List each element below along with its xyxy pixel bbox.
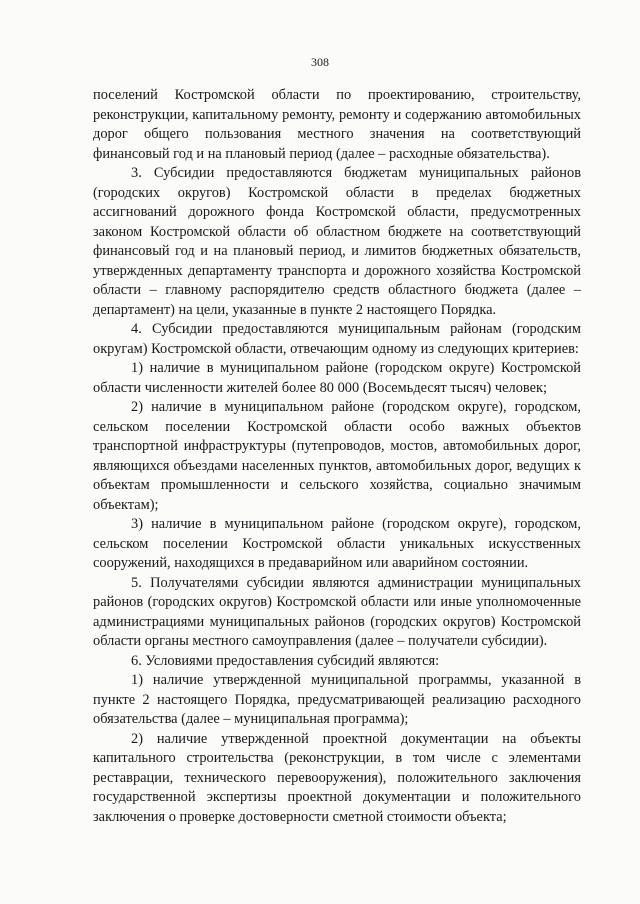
- paragraph-expenditure-obligations: поселений Костромской области по проектированию, строительству, реконструкции, капитальному ремонту, ремонту и содержанию автомобильных дорог общего пользования местного значения на соответствующий финансовый год и на плановый период (далее – расходные обязательства).: [93, 87, 581, 162]
- paragraph-3-subsidy-budgets: 3. Субсидии предоставляются бюджетам муниципальных районов (городских округов) Костромской области в пределах бюджетных ассигнований дорожного фонда Костромской области, предусмотренных законом Костромской области об областном бюджете на соответствующий финансовый год и на плановый период, и лимитов бюджетных обязательств, утвержденных департаменту транспорта и дорожного хозяйства Костромской области – главному распорядителю средств областного бюджета (далее – департамент) на цели, указанные в пункте 2 настоящего Порядка.: [93, 165, 581, 318]
- page-number: 308: [311, 55, 329, 69]
- condition-1-municipal-program: 1) наличие утвержденной муниципальной программы, указанной в пункте 2 настоящего Порядка, предусматривающей реализацию расходного обязательства (далее – муниципальная программа);: [93, 672, 581, 727]
- criterion-2-transport-objects: 2) наличие в муниципальном районе (городском округе), городском, сельском поселении Костромской области особо важных объектов транспортной инфраструктуры (путепроводов, мостов, автомобильных дорог, являющихся объездами населенных пунктов, автомобильных дорог, ведущих к объектам промышленности и сельского хозяйства, социально значимым объектам);: [93, 399, 581, 513]
- criterion-1-population: 1) наличие в муниципальном районе (городском округе) Костромской области численности жителей более 80 000 (Восемьдесят тысяч) человек;: [93, 360, 581, 396]
- paragraph-6-conditions: 6. Условиями предоставления субсидий являются:: [131, 652, 440, 669]
- condition-2-project-documentation: 2) наличие утвержденной проектной документации на объекты капитального строительства (реконструкции, в том числе с элементами реставрации, технического перевооружения), положительного заключения государственной экспертизы проектной документации и положительного заключения о проверке достоверности сметной стоимости объекта;: [93, 730, 581, 825]
- criterion-3-unique-structures: 3) наличие в муниципальном районе (городском округе), городском, сельском поселении Костромской области уникальных искусственных сооружений, находящихся в предаварийном или аварийном состоянии.: [93, 516, 581, 571]
- document-body: [93, 86, 581, 827]
- paragraph-5-recipients: 5. Получателями субсидии являются администрации муниципальных районов (городских округов) Костромской области или иные уполномоченные администрациями муниципальных районов (городских округов) Костромской области органы местного самоуправления (далее – получатели субсидии).: [93, 574, 581, 649]
- paragraph-4-criteria: 4. Субсидии предоставляются муниципальным районам (городским округам) Костромской области, отвечающим одному из следующих критериев:: [93, 321, 581, 357]
